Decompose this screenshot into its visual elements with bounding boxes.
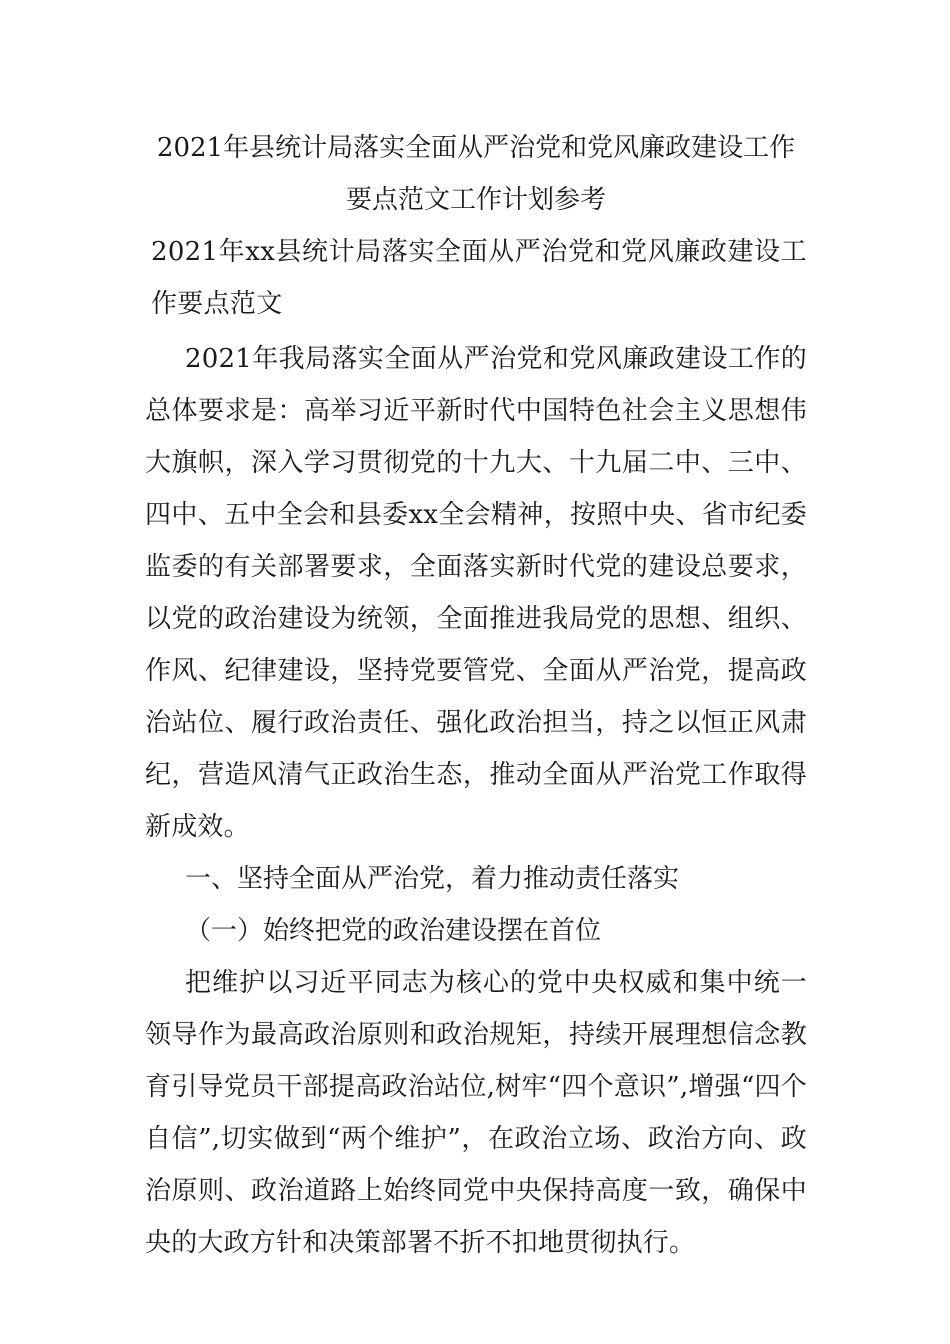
section-1-1-paragraph: 把维护以习近平同志为核心的党中央权威和集中统一领导作为最高政治原则和政治规矩，持续开展理想信念教育引导党员干部提高政治站位,树牢“四个意识”,增强“四个自信”,切实做到“两个维护”，在政治立场、政治方向、政治原则、政治道路上始终同党中央保持高度一致，确保中央的大政方针和决策部署不折不扣地贯彻执行。	[145, 968, 807, 1258]
document-subtitle: 2021年xx县统计局落实全面从严治党和党风廉政建设工作要点范文	[151, 237, 807, 319]
section-heading-1: 一、坚持全面从严治党，着力推动责任落实	[185, 864, 680, 894]
section-heading-1-1: （一）始终把党的政治建设摆在首位	[185, 916, 602, 946]
intro-paragraph: 2021年我局落实全面从严治党和党风廉政建设工作的总体要求是：高举习近平新时代中国特色社会主义思想伟大旗帜，深入学习贯彻党的十九大、十九届二中、三中、四中、五中全会和县委xx全会精神，按照中央、省市纪委监委的有关部署要求，全面落实新时代党的建设总要求，以党的政治建设为统领，全面推进我局党的思想、组织、作风、纪律建设，坚持党要管党、全面从严治党，提高政治站位、履行政治责任、强化政治担当，持之以恒正风肃纪，营造风清气正政治生态，推动全面从严治党工作取得新成效。	[145, 344, 807, 842]
document-title: 2021年县统计局落实全面从严治党和党风廉政建设工作要点范文工作计划参考	[156, 133, 796, 215]
document-body	[145, 122, 807, 1269]
